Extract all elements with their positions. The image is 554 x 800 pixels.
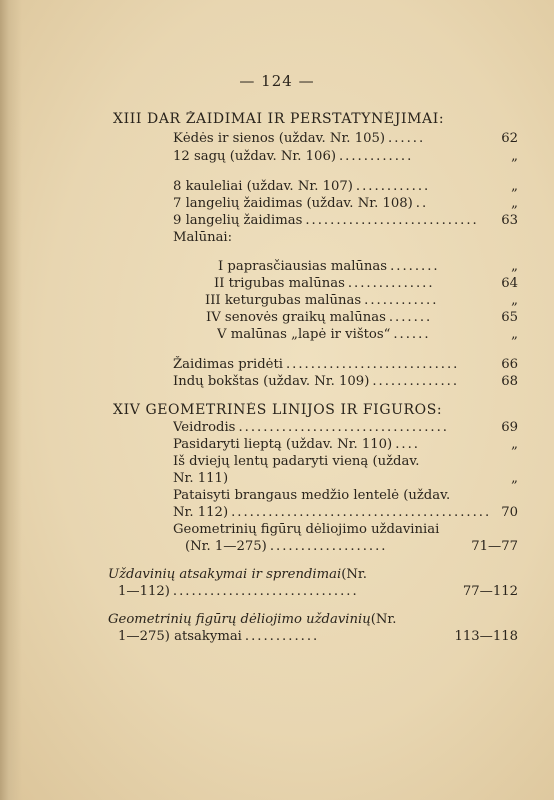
section-heading-xiii: XIII DAR ŽAIDIMAI IR PERSTATYNĖJIMAI:	[113, 111, 445, 127]
toc-entry: Indų bokštas (uždav. Nr. 109) .............. 68	[173, 374, 518, 389]
toc-entry: Veidrodis .................................. 69	[173, 420, 518, 435]
toc-entry: 12 sagų (uždav. Nr. 106) ............ „	[173, 149, 518, 164]
section-heading-xiv: XIV GEOMETRINĖS LINIJOS IR FIGŪROS:	[113, 402, 443, 418]
toc-entry: Iš dviejų lentų padaryti vieną (uždav.	[173, 454, 420, 469]
page-binding-shadow	[0, 0, 22, 800]
toc-entry-answers: 1—112) .............................. 77—112	[118, 584, 518, 599]
toc-entry: 9 langelių žaidimas ............................ 63	[173, 213, 518, 228]
toc-entry-answers: 1—275) atsakymai ............ 113—118	[118, 629, 518, 644]
toc-entry: Pasidaryti lieptą (uždav. Nr. 110) .... „	[173, 437, 518, 452]
toc-subentry: IV senovės graikų malūnas ....... 65	[206, 310, 518, 325]
toc-entry: Nr. 111) „	[173, 471, 518, 486]
page-number: — 124 —	[239, 72, 315, 90]
toc-entry-answers: Uždavinių atsakymai ir sprendimai (Nr.	[108, 567, 367, 582]
toc-entry: Kėdės ir sienos (uždav. Nr. 105) ...... 62	[173, 131, 518, 146]
toc-entry: Pataisyti brangaus medžio lentelė (uždav.	[173, 488, 451, 503]
toc-entry: 8 kauleliai (uždav. Nr. 107) ............ „	[173, 179, 518, 194]
toc-entry: Malūnai:	[173, 230, 233, 245]
toc-entry-answers: Geometrinių figūrų dėliojimo uždavinių (Nr.	[108, 612, 397, 627]
toc-subentry: I paprasčiausias malūnas ........ „	[218, 259, 518, 274]
toc-entry: Žaidimas pridėti ............................ 66	[173, 357, 518, 372]
toc-entry: (Nr. 1—275) ................... 71—77	[185, 539, 518, 554]
toc-subentry: III keturgubas malūnas ............ „	[205, 293, 518, 308]
toc-subentry: V malūnas „lapė ir vištos“ ...... „	[217, 327, 518, 342]
toc-subentry: II trigubas malūnas .............. 64	[214, 276, 518, 291]
toc-entry: Geometrinių figūrų dėliojimo uždaviniai	[173, 522, 440, 537]
toc-entry: Nr. 112) .......................................... 70	[173, 505, 518, 520]
toc-entry: 7 langelių žaidimas (uždav. Nr. 108) .. „	[173, 196, 518, 211]
